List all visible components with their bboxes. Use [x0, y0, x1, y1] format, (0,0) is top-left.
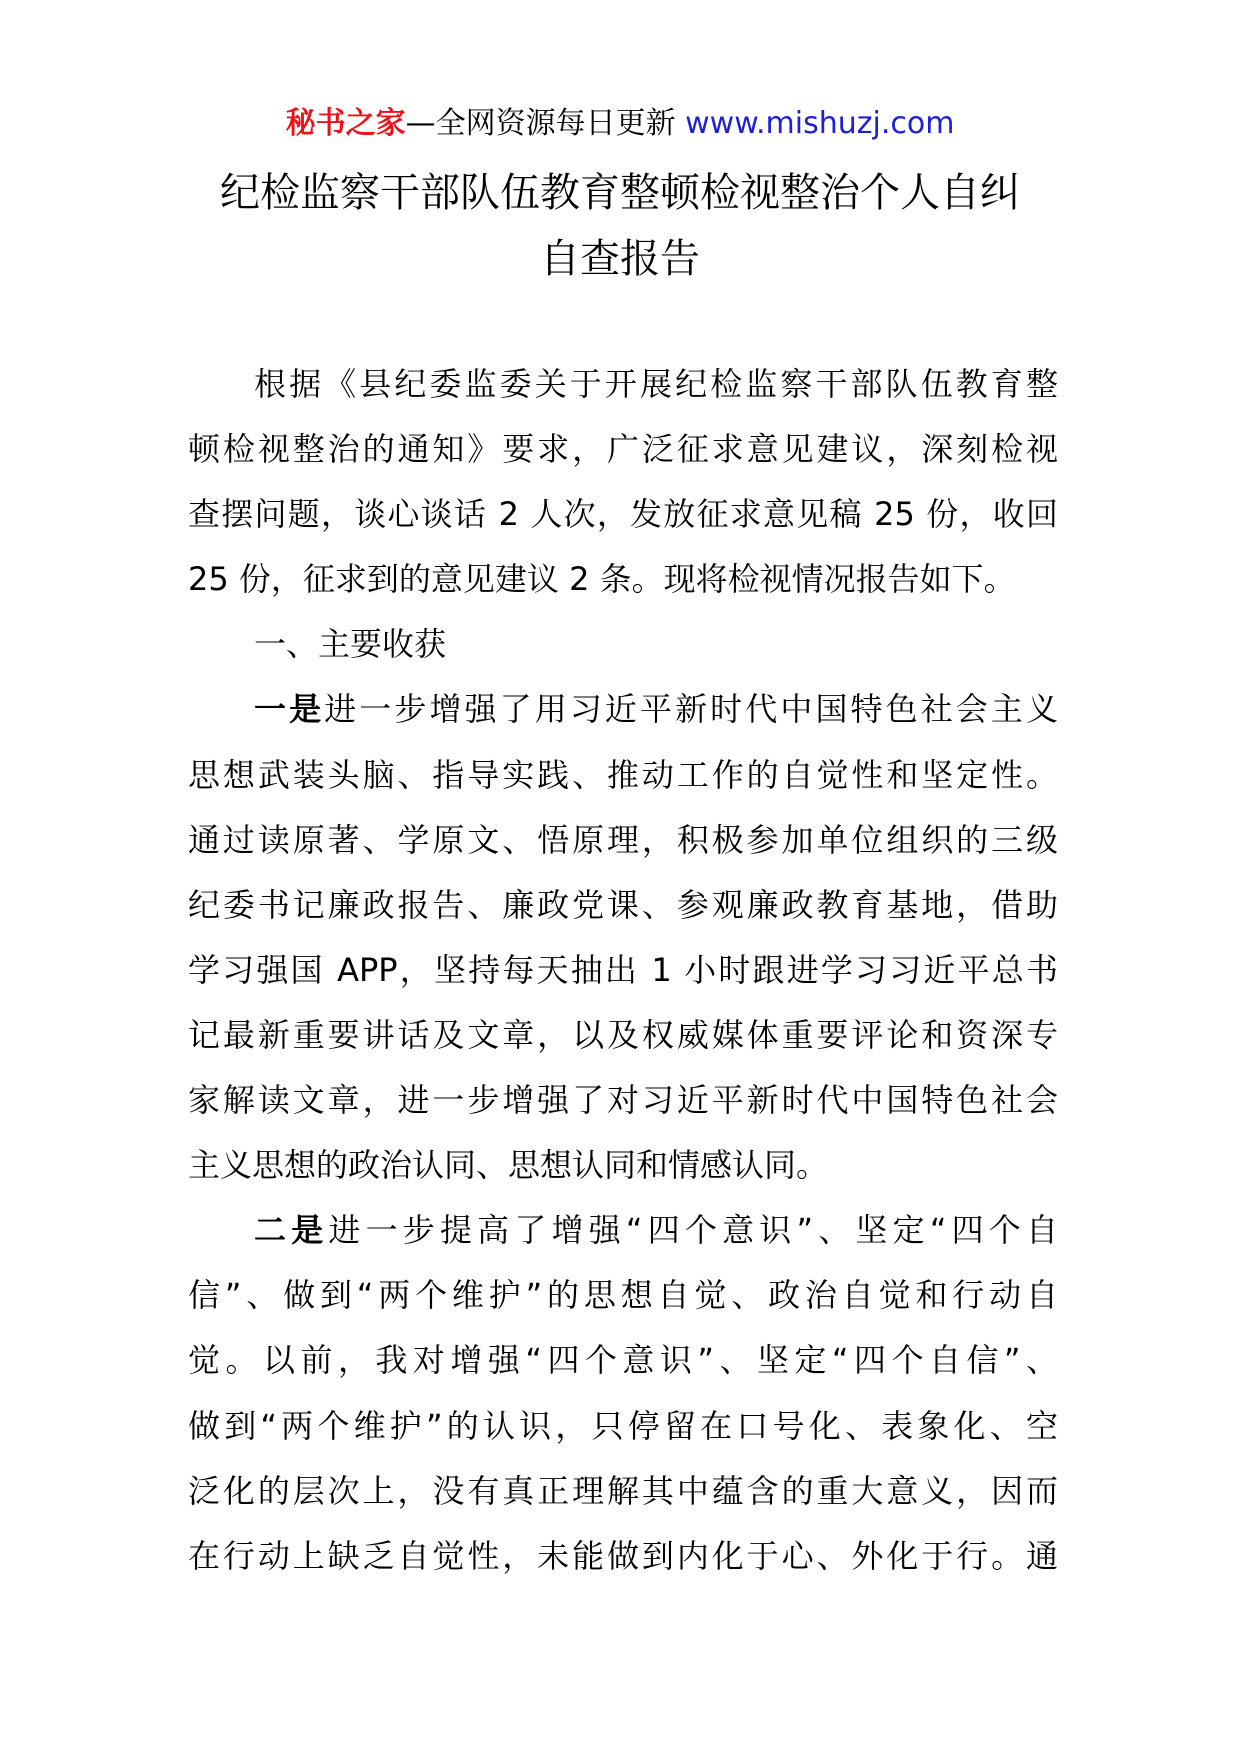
text-line: 纪委书记廉政报告、廉政党课、参观廉政教育基地，借助: [188, 885, 1058, 924]
text-line: 思想武装头脑、指导实践、推动工作的自觉性和坚定性。: [188, 755, 1058, 794]
point-text: 进一步增强了用习近平新时代中国特色社会主义: [324, 690, 1058, 729]
title-line-2: 自查报告: [540, 236, 700, 282]
section-heading-main-gains: [188, 612, 1058, 677]
document-body: [188, 352, 1058, 1589]
text-line: 25 份，征求到的意见建议 2 条。现将检视情况报告如下。: [188, 560, 1016, 599]
text-line: 泛化的层次上，没有真正理解其中蕴含的重大意义，因而: [188, 1471, 1058, 1510]
text-line: 通过读原著、学原文、悟原理，积极参加单位组织的三级: [188, 820, 1058, 859]
text-line: 家解读文章，进一步增强了对习近平新时代中国特色社会: [188, 1081, 1058, 1120]
point-text: 进一步提高了增强“四个意识”、坚定“四个自: [328, 1211, 1058, 1250]
point-lead-label: 二是: [254, 1211, 329, 1250]
text-line: [188, 677, 1058, 742]
site-header-banner: [0, 100, 1240, 148]
text-line: [188, 1198, 1058, 1263]
text-line: 在行动上缺乏自觉性，未能做到内化于心、外化于行。通: [188, 1536, 1058, 1575]
text-line: 顿检视整治的通知》要求，广泛征求意见建议，深刻检视: [188, 430, 1058, 469]
paragraph-first-point: [188, 677, 1058, 1198]
document-title: [190, 160, 1050, 292]
section-heading: 一、主要收获: [254, 625, 447, 664]
text-line: 学习强国 APP，坚持每天抽出 1 小时跟进学习习近平总书: [188, 950, 1058, 989]
site-url-link[interactable]: www.mishuzj.com: [685, 106, 955, 141]
text-line: 记最新重要讲话及文章，以及权威媒体重要评论和资深专: [188, 1015, 1058, 1054]
title-line-1: 纪检监察干部队伍教育整顿检视整治个人自纠: [220, 170, 1020, 216]
text-line: 做到“两个维护”的认识，只停留在口号化、表象化、空: [188, 1406, 1058, 1445]
brand-name: 秘书之家: [285, 106, 406, 141]
text-line: 主义思想的政治认同、思想认同和情感认同。: [188, 1146, 829, 1185]
paragraph-intro: [188, 352, 1058, 612]
paragraph-second-point: [188, 1198, 1058, 1589]
point-lead-label: 一是: [254, 690, 325, 729]
text-line: 觉。以前，我对增强“四个意识”、坚定“四个自信”、: [188, 1341, 1058, 1380]
header-tagline: —全网资源每日更新: [405, 106, 676, 141]
text-line: 信”、做到“两个维护”的思想自觉、政治自觉和行动自: [188, 1276, 1058, 1315]
text-line: 查摆问题，谈心谈话 2 人次，发放征求意见稿 25 份，收回: [188, 495, 1058, 534]
text-line: 根据《县纪委监委关于开展纪检监察干部队伍教育整: [254, 365, 1058, 403]
